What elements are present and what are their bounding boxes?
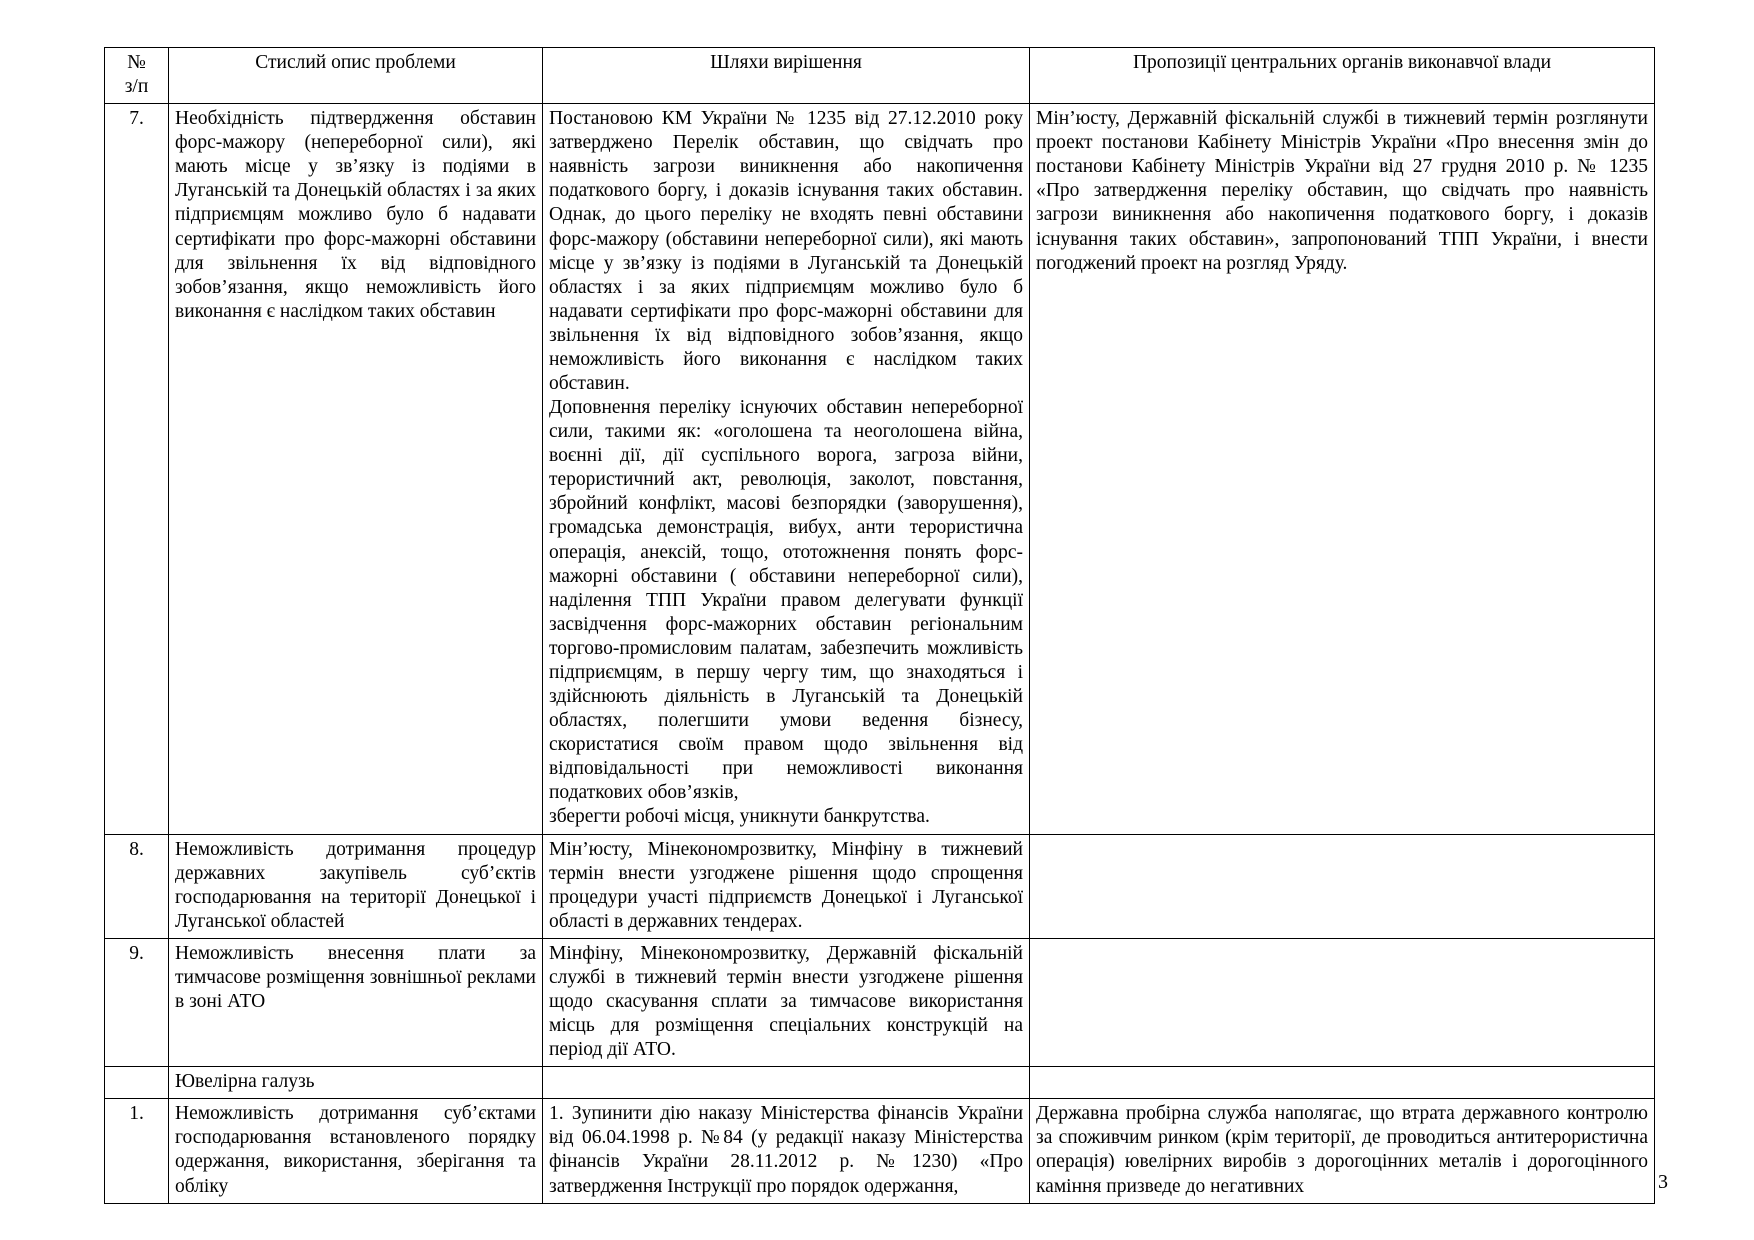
row-number: 8.: [105, 834, 169, 938]
row-description: Неможливість дотримання процедур державних закупівель суб’єктів господарювання на території Донецької і Луганської областей: [169, 834, 543, 938]
section-row: [105, 1067, 1655, 1099]
problems-solutions-table: [104, 47, 1655, 1204]
row-solutions: Мінфіну, Мінекономрозвитку, Державній фіскальній службі в тижневий термін внести узгоджене рішення щодо скасування сплати за тимчасове використання місць для розміщення спеціальних конструкцій на період дії АТО.: [543, 938, 1030, 1066]
row-description: Неможливість дотримання суб’єктами господарювання встановленого порядку одержання, використання, зберігання та обліку: [169, 1099, 543, 1203]
table-header: [105, 48, 1655, 104]
row-description: Неможливість внесення плати за тимчасове розміщення зовнішньої реклами в зоні АТО: [169, 938, 543, 1066]
row-number: 1.: [105, 1099, 169, 1203]
section-row-label: Ювелірна галузь: [169, 1067, 543, 1099]
table-row: [105, 938, 1655, 1066]
row-solutions: [543, 104, 1030, 834]
row-number: 7.: [105, 104, 169, 834]
row-number: 9.: [105, 938, 169, 1066]
column-header-solutions: Шляхи вирішення: [543, 48, 1030, 104]
column-header-number-line1: №: [127, 52, 146, 73]
table-body: [105, 104, 1655, 1203]
page-number: 3: [1658, 1171, 1668, 1193]
table-row: [105, 1099, 1655, 1203]
row-solutions: 1. Зупинити дію наказу Міністерства фінансів України від 06.04.1998 р. №84 (у редакції наказу Міністерства фінансів України 28.11.2012 р. №1230) «Про затвердження Інструкції про порядок одержання,: [543, 1099, 1030, 1203]
section-row-number: [105, 1067, 169, 1099]
section-row-solutions: [543, 1067, 1030, 1099]
column-header-number: [105, 48, 169, 104]
table-header-row: [105, 48, 1655, 104]
row-proposals: [1030, 834, 1655, 938]
column-header-description: Стислий опис проблеми: [169, 48, 543, 104]
section-row-proposals: [1030, 1067, 1655, 1099]
row-description: Необхідність підтвердження обставин форс-мажору (непереборної сили), які мають місце у зв’язку із подіями в Луганській та Донецькій областях і за яких підприємцям можливо було б надавати сертифікати про форс-мажорні обставини для звільнення їх від відповідного зобов’язання, якщо неможливість його виконання є наслідком таких обставин: [169, 104, 543, 834]
table-row: [105, 104, 1655, 834]
column-header-proposals: Пропозиції центральних органів виконавчої влади: [1030, 48, 1655, 104]
row-proposals: [1030, 938, 1655, 1066]
column-header-number-line2: з/п: [124, 76, 149, 98]
row-proposals: Державна пробірна служба наполягає, що втрата державного контролю за споживчим ринком (крім території, де проводиться антитерористична операція) ювелірних виробів з дорогоцінних металів і дорогоцінного каміння призведе до негативних: [1030, 1099, 1655, 1203]
table-row: [105, 834, 1655, 938]
row-proposals: Мін’юсту, Державній фіскальній службі в тижневий термін розглянути проект постанови Кабінету Міністрів України «Про внесення змін до постанови Кабінету Міністрів України від 27 грудня 2010 р. № 1235 «Про затвердження переліку обставин, що свідчать про наявність загрози виникнення або накопичення податкового боргу, і доказів існування таких обставин», запропонований ТПП України, і внести погоджений проект на розгляд Уряду.: [1030, 104, 1655, 834]
row-solutions-paragraph-2: Доповнення переліку існуючих обставин непереборної сили, такими як: «оголошена та неоголошена війна, воєнні дії, дії суспільного ворога, загроза війни, терористичний акт, революція, заколот, повстання, збройний конфлікт, масові безпорядки (заворушення), громадська демонстрація, вибух, анти терористична операція, анексій, тощо, ототожнення понять форс-мажорні обставини ( обставини непереборної сили), наділення ТПП України правом делегувати функції засвідчення форс-мажорних обставин регіональним торгово-промисловим палатам, забезпечить можливість підприємцям, в першу чергу тим, що знаходяться і здійснюють діяльність в Луганській та Донецькій областях, полегшити умови ведення бізнесу, скористатися своїм правом щодо звільнення від відповідальності при неможливості виконання податкових обов’язків,: [549, 397, 1023, 804]
row-solutions-paragraph-3: зберегти робочі місця, уникнути банкрутства.: [549, 806, 930, 828]
row-solutions: Мін’юсту, Мінекономрозвитку, Мінфіну в тижневий термін внести узгоджене рішення щодо спрощення процедури участі підприємств Донецької і Луганської області в державних тендерах.: [543, 834, 1030, 938]
problems-solutions-table-wrapper: [104, 47, 1654, 1204]
row-solutions-paragraph-1: Постановою КМ України № 1235 від 27.12.2010 року затверджено Перелік обставин, що свідчать про наявність загрози виникнення або накопичення податкового боргу, і доказів існування таких обставин. Однак, до цього переліку не входять певні обставини форс-мажору (обставини непереборної сили), які мають місце у зв’язку із подіями в Луганській та Донецькій областях і за яких підприємцям можливо було б надавати сертифікати про форс-мажорні обставини для звільнення їх від відповідного зобов’язання, якщо неможливість його виконання є наслідком таких обставин.: [549, 108, 1023, 395]
